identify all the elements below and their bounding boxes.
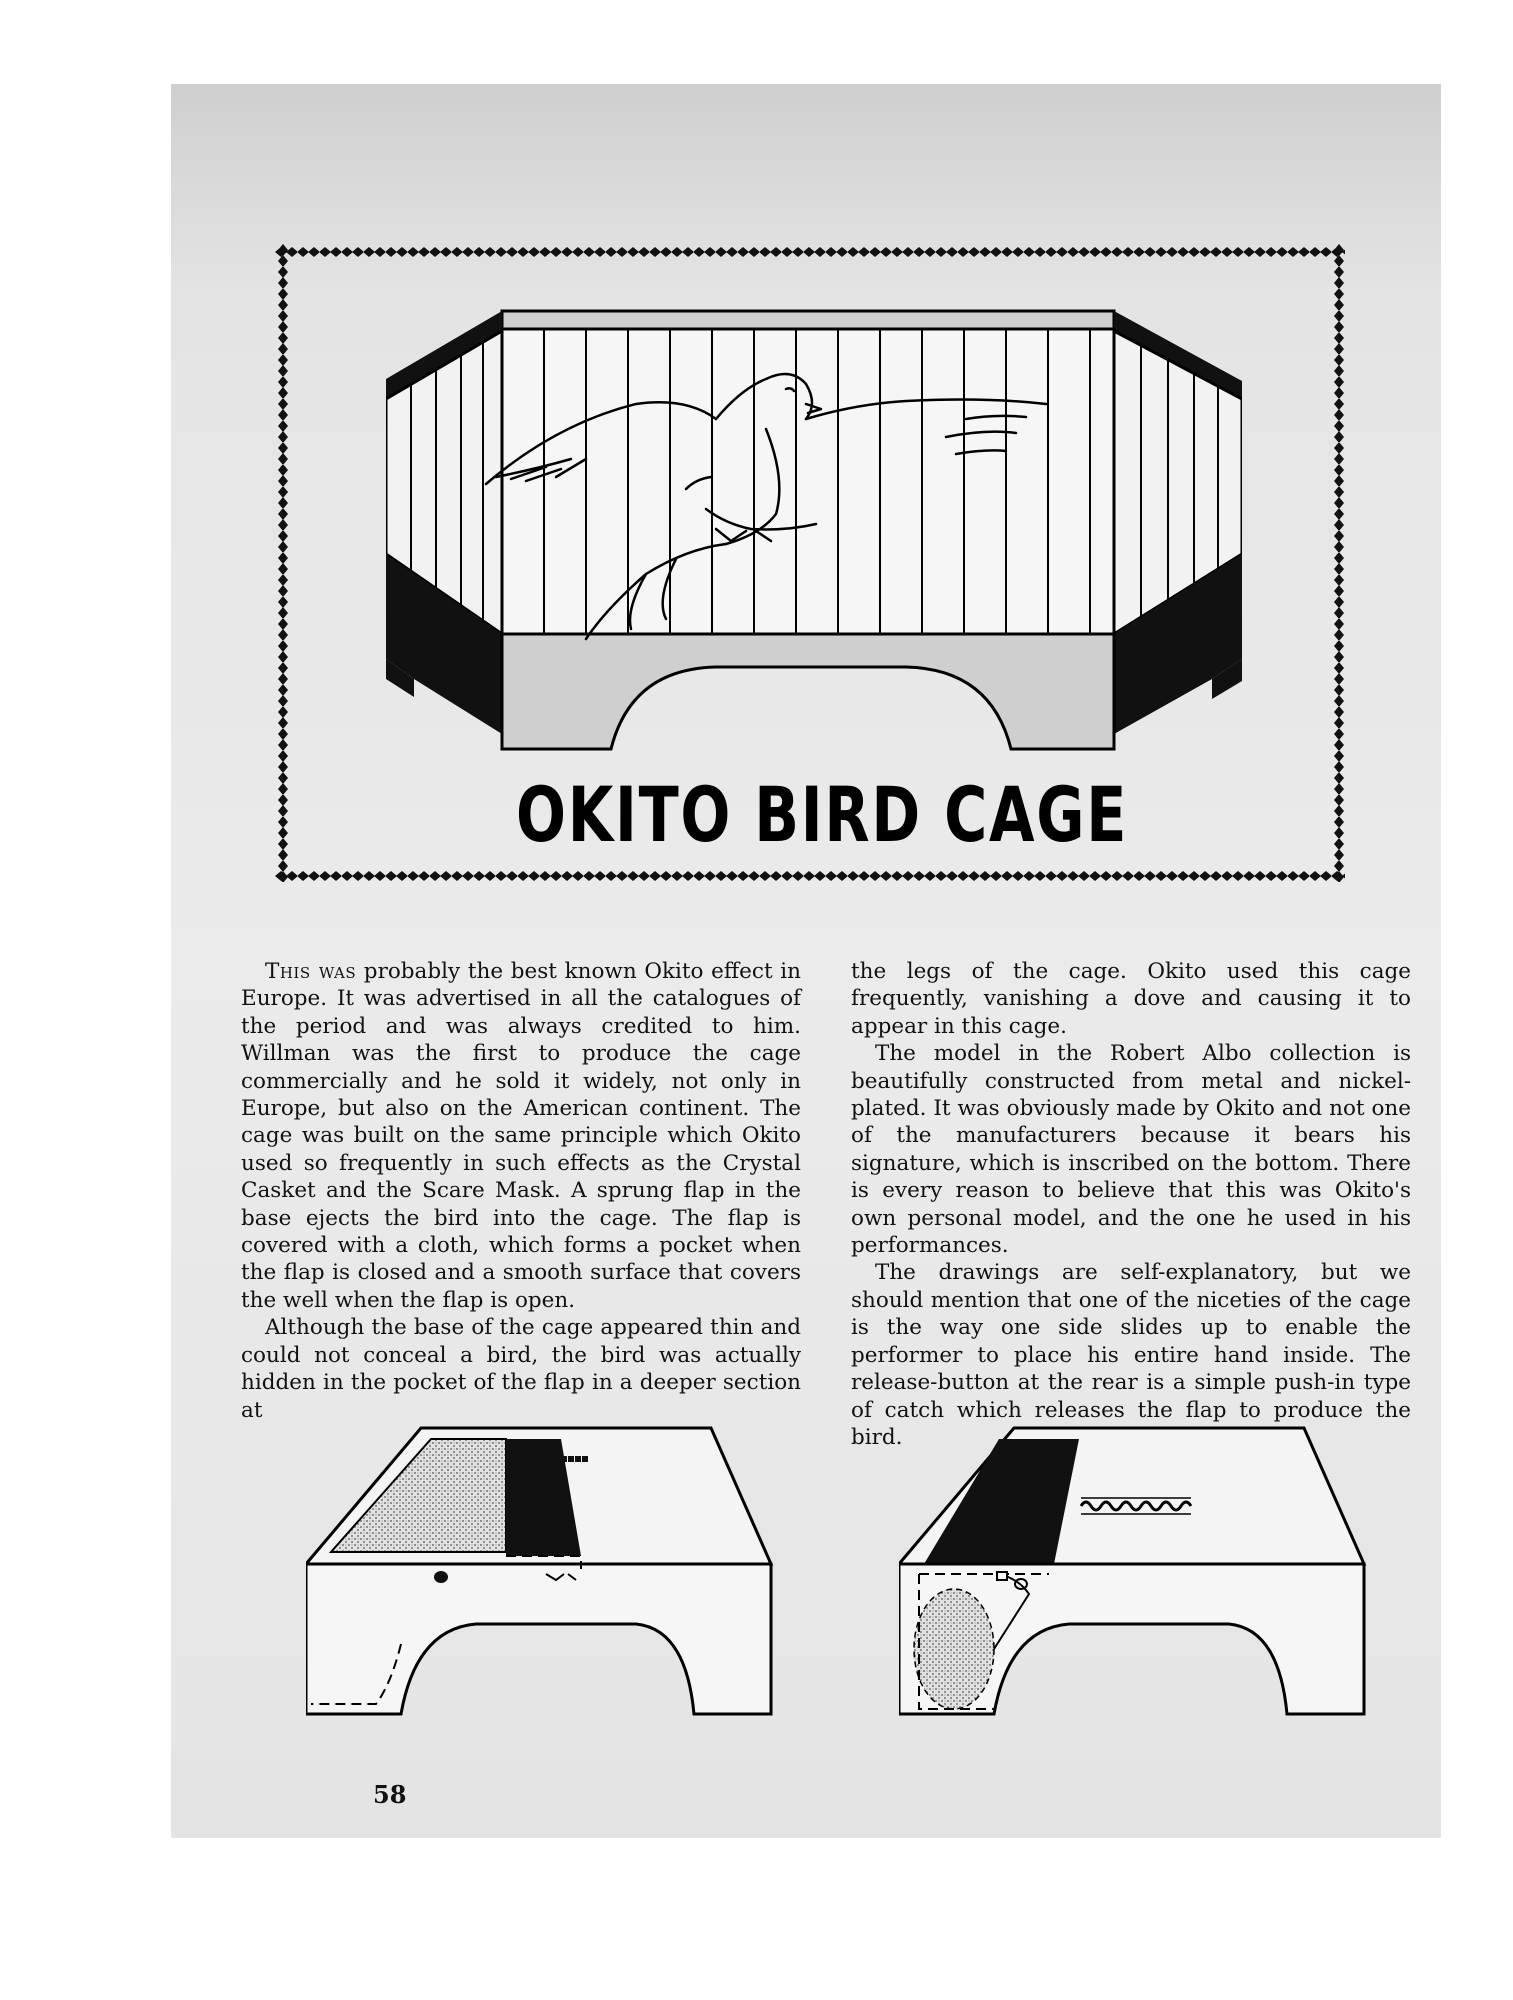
page-scan [171,84,1441,1838]
right-column [851,958,1411,1451]
paragraph [241,958,801,1314]
cage-base-diagram-flap-open [306,1424,776,1734]
paragraph: The model in the Robert Albo collection is beautifully constructed from metal and nickel-plated. It was obviously made by Okito and not one of the manufacturers because it bears his signature, which is inscribed on the bottom. There is every reason to believe that this was Okito's own personal model, and the one he used in his performances. [851,1041,1411,1259]
paragraph: Although the base of the cage appeared thin and could not conceal a bird, the bird was actually hidden in the pocket of the flap in a deeper section at [241,1315,801,1423]
page-title: OKITO BIRD CAGE [516,770,1129,859]
bird-cage-illustration [386,309,1242,754]
paragraph: the legs of the cage. Okito used this cage frequently, vanishing a dove and causing it to appear in this cage. [851,959,1411,1039]
left-column [241,958,801,1424]
lead-in: This was [265,959,357,984]
cage-base-diagram-flap-closed [899,1424,1369,1734]
page-number: 58 [373,1780,407,1809]
paragraph-text: probably the best known Okito effect in Europe. It was advertised in all the catalogues of the period and was always credited to him. Willman was the first to produce the cage commercially and he sold it widely, not only in Europe, but also on the American continent. The cage was built on the same principle which Okito used so frequently in such effects as the Crystal Casket and the Scare Mask. A sprung flap in the base ejects the bird into the cage. The flap is covered with a cloth, which forms a pocket when the flap is closed and a smooth surface that covers the well when the flap is open. [241,959,801,1313]
paragraph: The drawings are self-explanatory, but we should mention that one of the niceties of the cage is the way one side slides up to enable the performer to place his entire hand inside. The release-button at the rear is a simple push-in type of catch which releases the flap to produce the bird. [851,1260,1411,1450]
